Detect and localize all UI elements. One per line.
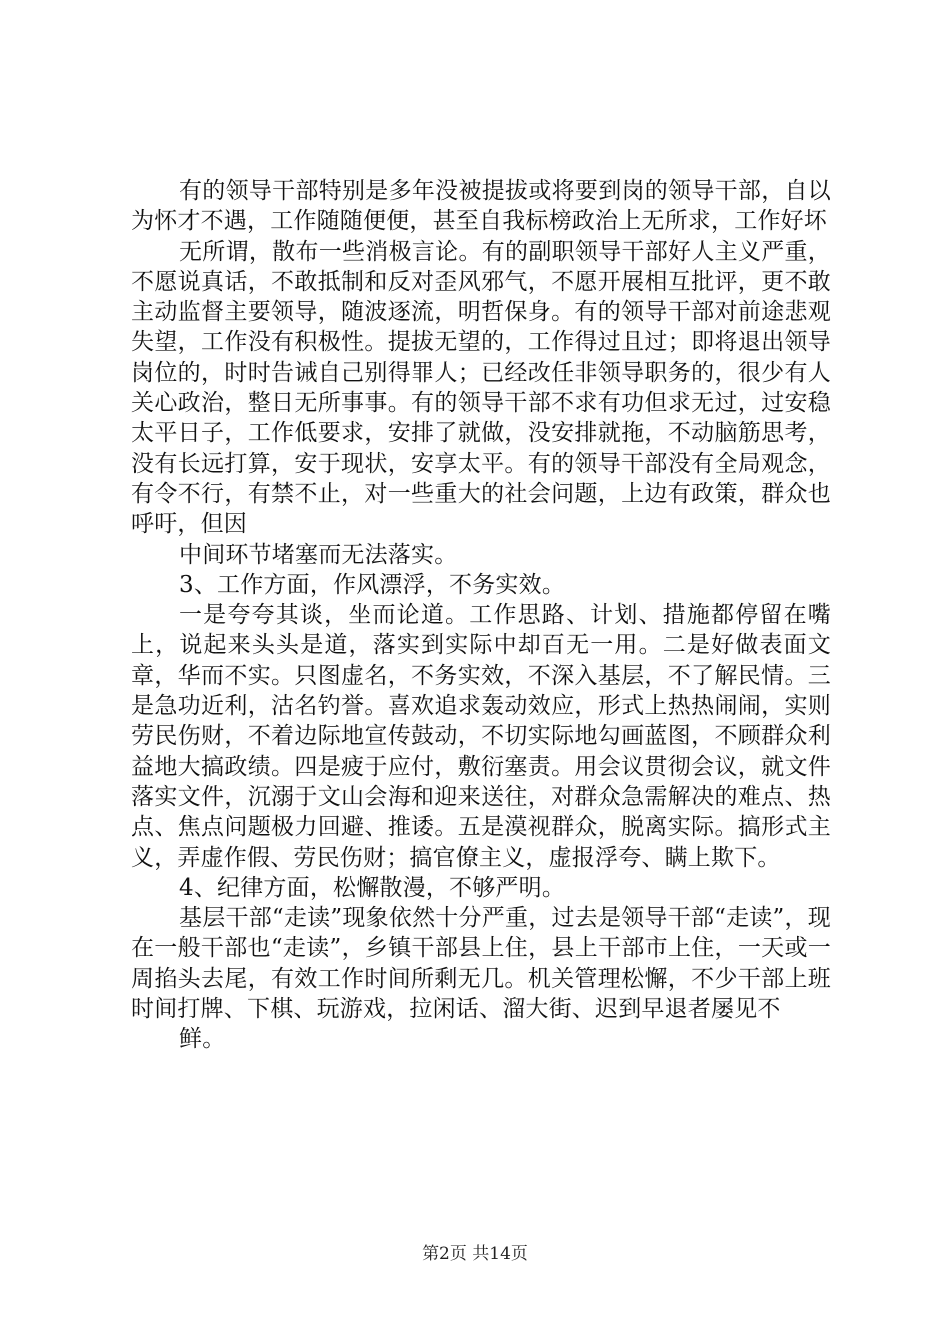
section-heading: 4、纪律方面，松懈散漫，不够严明。: [179, 874, 566, 901]
paragraph: 中间环节堵塞而无法落实。: [179, 541, 458, 568]
paragraph: 有的领导干部特别是多年没被提拔或将要到岗的领导干部，自以为怀才不遇，工作随随便便，甚至自我标榜政治上无所求，工作好坏: [131, 178, 831, 235]
page-number-label: 第2页 共14页: [422, 1244, 528, 1264]
paragraph: 一是夸夸其谈，坐而论道。工作思路、计划、措施都停留在嘴上，说起来头头是道，落实到实际中却百无一用。二是好做表面文章，华而不实。只图虚名，不务实效，不深入基层，不了解民情。三是急功近利，沽名钓誉。喜欢追求轰动效应，形式上热热闹闹，实则劳民伤财，不着边际地宣传鼓动，不切实际地勾画蓝图，不顾群众利益地大搞政绩。四是疲于应付，敷衍塞责。用会议贯彻会议，就文件落实文件，沉溺于文山会海和迎来送往，对群众急需解决的难点、热点、焦点问题极力回避、推诿。五是漠视群众，脱离实际。搞形式主义，弄虚作假、劳民伤财；搞官僚主义，虚报浮夸、瞒上欺下。: [131, 602, 831, 871]
paragraph: 无所谓，散布一些消极言论。有的副职领导干部好人主义严重，不愿说真话，不敢抵制和反对歪风邪气，不愿开展相互批评，更不敢主动监督主要领导，随波逐流，明哲保身。有的领导干部对前途悲观失望，工作没有积极性。提拔无望的，工作得过且过；即将退出领导岗位的，时时告诫自己别得罪人；已经改任非领导职务的，很少有人关心政治，整日无所事事。有的领导干部不求有功但求无过，过安稳太平日子，工作低要求，安排了就做，没安排就拖，不动脑筋思考，没有长远打算，安于现状，安享太平。有的领导干部没有全局观念，有令不行，有禁不止，对一些重大的社会问题，上边有政策，群众也呼吁，但因: [131, 238, 831, 538]
page-footer: [0, 1244, 950, 1264]
section-heading: 3、工作方面，作风漂浮，不务实效。: [179, 571, 566, 598]
document-body: [131, 176, 831, 1055]
paragraph: 鲜。: [179, 1026, 226, 1053]
paragraph: 基层干部“走读”现象依然十分严重，过去是领导干部“走读”，现在一般干部也“走读”，乡镇干部县上住，县上干部市上住，一天或一周掐头去尾，有效工作时间所剩无几。机关管理松懈，不少干部上班时间打牌、下棋、玩游戏，拉闲话、溜大街、迟到早退者屡见不: [131, 905, 831, 1023]
